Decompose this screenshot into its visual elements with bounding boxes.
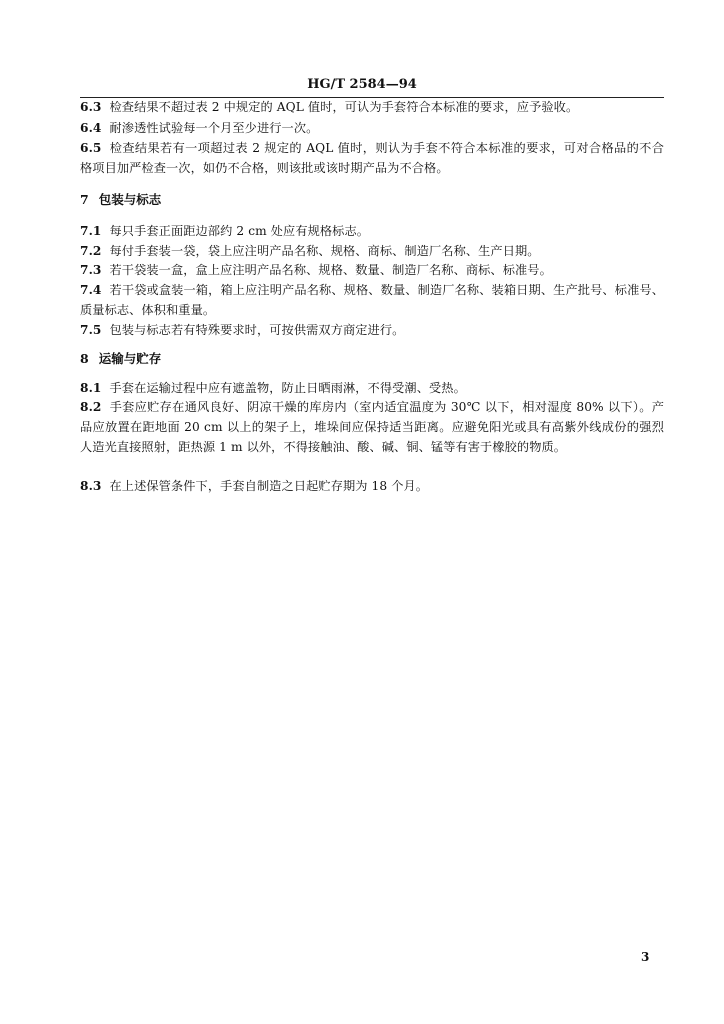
clause-text: 每付手套装一袋，袋上应注明产品名称、规格、商标、制造厂名称、生产日期。 <box>109 244 540 258</box>
clause-number: 7.1 <box>80 224 102 238</box>
clause-7-1 <box>80 221 664 241</box>
clause-8-1 <box>80 378 664 398</box>
clause-text: 检查结果不超过表 2 中规定的 AQL 值时，可认为手套符合本标准的要求，应予验收。 <box>109 100 579 114</box>
clause-7-3 <box>80 260 664 280</box>
clause-8-2 <box>80 397 664 457</box>
clause-number: 7.4 <box>80 283 102 297</box>
clause-text: 手套在运输过程中应有遮盖物，防止日晒雨淋，不得受潮、受热。 <box>109 381 466 395</box>
clause-number: 6.4 <box>80 121 102 135</box>
clause-text: 耐渗透性试验每一个月至少进行一次。 <box>109 121 319 135</box>
clause-8-3 <box>80 476 664 496</box>
clause-text: 包装与标志若有特殊要求时，可按供需双方商定进行。 <box>109 323 405 337</box>
section-heading-7 <box>80 190 161 208</box>
clause-6-3 <box>80 97 664 117</box>
clause-text: 检查结果若有一项超过表 2 规定的 AQL 值时，则认为手套不符合本标准的要求，可对合格品的不合格项目加严检查一次，如仍不合格，则该批或该时期产品为不合格。 <box>80 141 664 175</box>
page-header-standard-code: HG/T 2584—94 <box>307 77 417 92</box>
clause-text: 手套应贮存在通风良好、阴凉干燥的库房内（室内适宜温度为 30℃ 以下，相对湿度 80% 以下）。产品应放置在距地面 20 cm 以上的架子上，堆垛间应保持适当距离。应避免阳光或具有高紫外线成份的强烈人造光直接照射，距热源 1 m 以外，不得接触油、酸、碱、铜、锰等有害于橡胶的物质。 <box>80 400 664 454</box>
clause-6-4 <box>80 118 664 138</box>
clause-number: 6.3 <box>80 100 102 114</box>
clause-number: 6.5 <box>80 141 102 155</box>
clause-7-5 <box>80 320 664 340</box>
section-title: 包装与标志 <box>98 192 162 207</box>
clause-number: 7.3 <box>80 263 102 277</box>
section-number: 7 <box>80 192 89 207</box>
page-number: 3 <box>641 950 650 964</box>
clause-text: 每只手套正面距边部约 2 cm 处应有规格标志。 <box>109 224 370 238</box>
clause-number: 8.2 <box>80 400 102 414</box>
section-number: 8 <box>80 351 89 366</box>
clause-text: 若干袋或盒装一箱，箱上应注明产品名称、规格、数量、制造厂名称、装箱日期、生产批号、标准号、质量标志、体积和重量。 <box>80 283 664 317</box>
section-title: 运输与贮存 <box>98 351 162 366</box>
clause-number: 7.2 <box>80 244 102 258</box>
clause-number: 8.1 <box>80 381 102 395</box>
clause-7-4 <box>80 280 664 320</box>
clause-6-5 <box>80 138 664 178</box>
clause-number: 7.5 <box>80 323 102 337</box>
clause-number: 8.3 <box>80 479 102 493</box>
clause-text: 若干袋装一盒，盒上应注明产品名称、规格、数量、制造厂名称、商标、标准号。 <box>109 263 552 277</box>
section-heading-8 <box>80 349 161 367</box>
clause-text: 在上述保管条件下，手套自制造之日起贮存期为 18 个月。 <box>109 479 429 493</box>
clause-7-2 <box>80 241 664 261</box>
